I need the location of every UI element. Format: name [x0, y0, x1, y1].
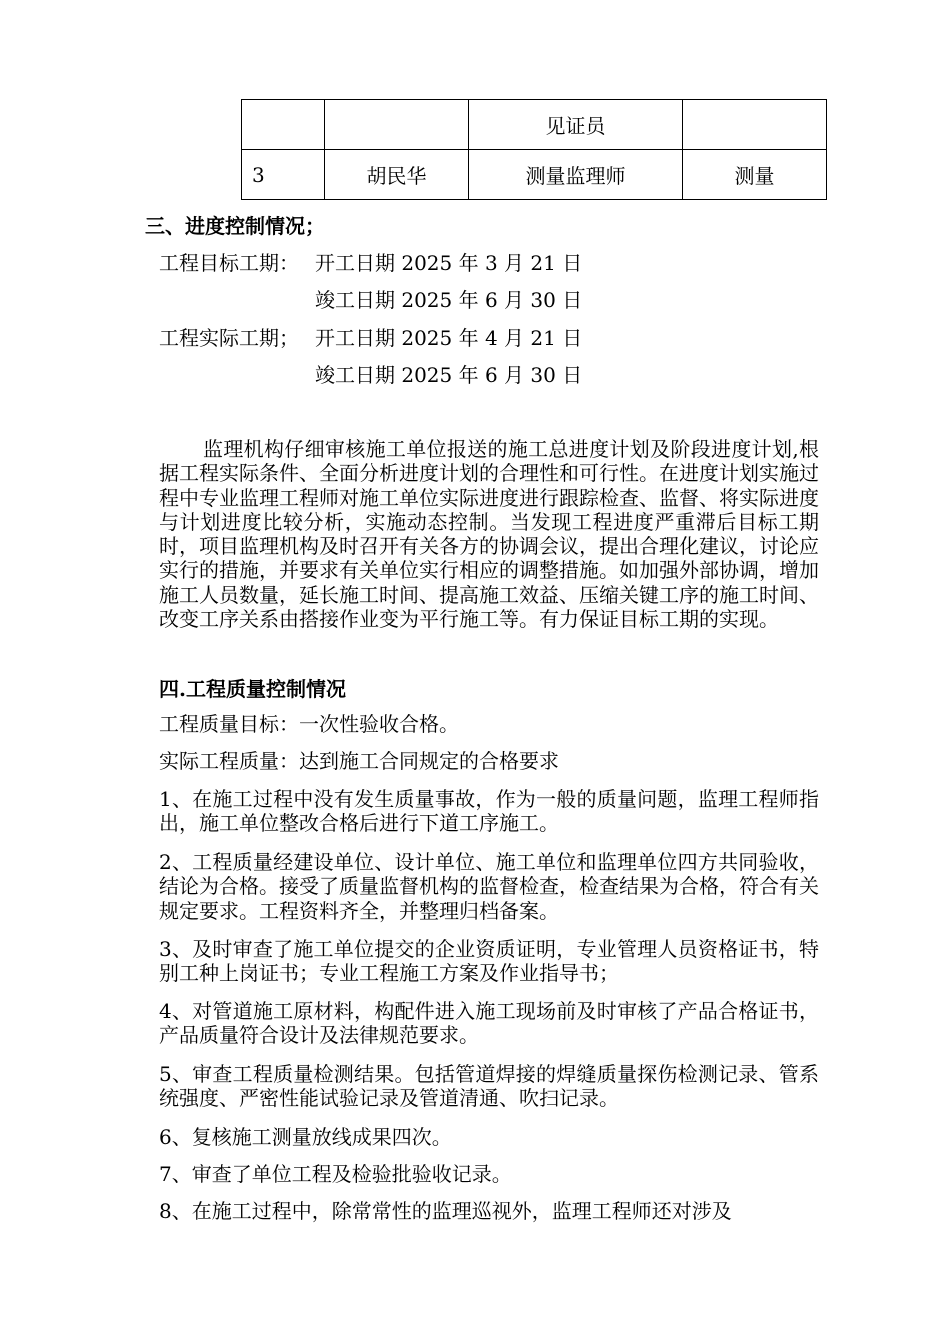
table-cell	[242, 100, 325, 150]
section4-heading: 四.工程质量控制情况	[159, 677, 346, 701]
table-cell: 胡民华	[325, 150, 469, 200]
table-cell: 测量	[683, 150, 827, 200]
table-row	[242, 100, 827, 150]
staff-table	[241, 99, 827, 200]
table-cell: 3	[242, 150, 325, 200]
quality-item: 3、及时审查了施工单位提交的企业资质证明，专业管理人员资格证书，特别工种上岗证书；专业工程施工方案及作业指导书；	[159, 937, 819, 986]
quality-item: 1、在施工过程中没有发生质量事故，作为一般的质量问题，监理工程师指出，施工单位整改合格后进行下道工序施工。	[159, 787, 819, 836]
actual-period-label: 工程实际工期；	[159, 326, 299, 350]
quality-item: 2、工程质量经建设单位、设计单位、施工单位和监理单位四方共同验收，结论为合格。接受了质量监督机构的监督检查，检查结果为合格，符合有关规定要求。工程资料齐全，并整理归档备案。	[159, 850, 819, 923]
actual-start-date: 开工日期 2025 年 4 月 21 日	[315, 326, 583, 350]
target-period-label: 工程目标工期：	[159, 251, 299, 275]
quality-item: 5、审查工程质量检测结果。包括管道焊接的焊缝质量探伤检测记录、管系统强度、严密性能试验记录及管道清通、吹扫记录。	[159, 1062, 819, 1111]
table-cell: 见证员	[469, 100, 683, 150]
quality-item: 4、对管道施工原材料，构配件进入施工现场前及时审核了产品合格证书，产品质量符合设计及法律规范要求。	[159, 999, 819, 1048]
quality-goal: 工程质量目标：一次性验收合格。	[159, 712, 459, 736]
quality-item: 6、复核施工测量放线成果四次。	[159, 1125, 452, 1149]
quality-item: 8、在施工过程中，除常常性的监理巡视外，监理工程师还对涉及	[159, 1199, 732, 1223]
actual-end-date: 竣工日期 2025 年 6 月 30 日	[315, 363, 583, 387]
target-start-date: 开工日期 2025 年 3 月 21 日	[315, 251, 583, 275]
table-cell	[683, 100, 827, 150]
section3-heading: 三、进度控制情况；	[145, 214, 325, 238]
progress-control-paragraph: 监理机构仔细审核施工单位报送的施工总进度计划及阶段进度计划,根据工程实际条件、全面分析进度计划的合理性和可行性。在进度计划实施过程中专业监理工程师对施工单位实际进度进行跟踪检查、监督、将实际进度与计划进度比较分析，实施动态控制。当发现工程进度严重滞后目标工期时，项目监理机构及时召开有关各方的协调会议，提出合理化建议，讨论应实行的措施，并要求有关单位实行相应的调整措施。如加强外部协调，增加施工人员数量，延长施工时间、提高施工效益、压缩关键工序的施工时间、改变工序关系由搭接作业变为平行施工等。有力保证目标工期的实现。	[159, 437, 819, 632]
quality-item: 7、审查了单位工程及检验批验收记录。	[159, 1162, 512, 1186]
table-cell: 测量监理师	[469, 150, 683, 200]
target-end-date: 竣工日期 2025 年 6 月 30 日	[315, 288, 583, 312]
actual-quality: 实际工程质量：达到施工合同规定的合格要求	[159, 749, 559, 773]
table-row	[242, 150, 827, 200]
table-cell	[325, 100, 469, 150]
